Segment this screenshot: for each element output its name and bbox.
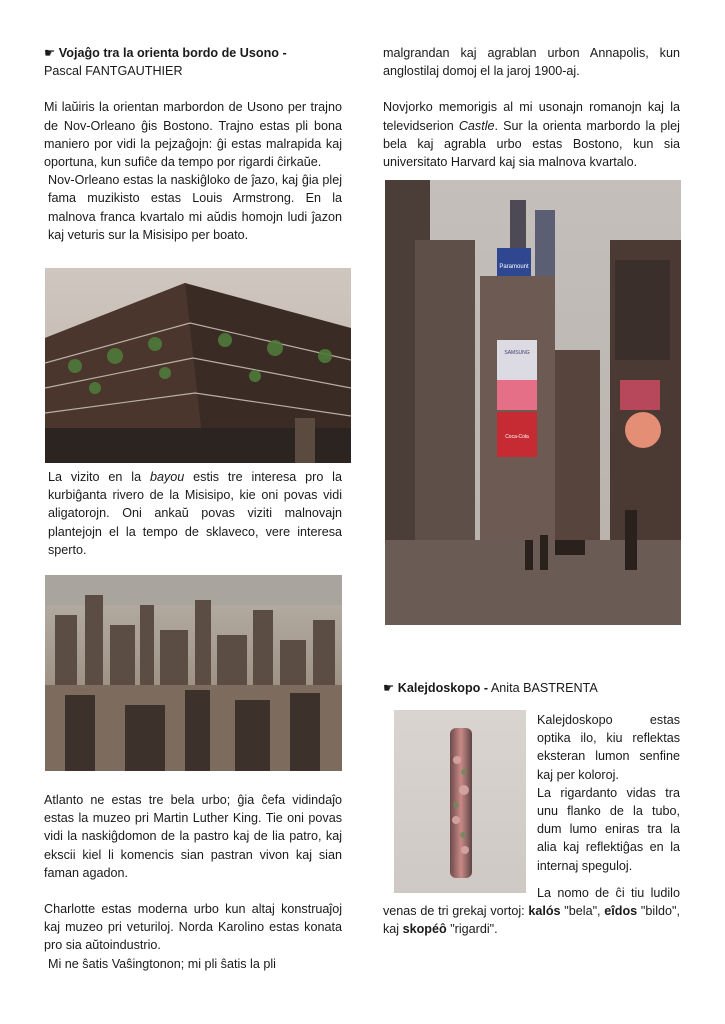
article2-paragraph-1: Kalejdoskopo estas optika ilo, kiu reflektas eksteran lumon senfine kaj per koloroj. — [537, 713, 680, 782]
article1-paragraph-8: Novjorko memorigis al mi usonajn romanojn kaj la televidserion Castle. Sur la orienta marbordo la plej bela kaj agrabla urbo estas Bostono, kun sia universitato Harvard kaj sia malnova kvartalo. — [383, 100, 680, 170]
paramount-sign — [497, 248, 531, 276]
sign-coca-cola: Coca-Cola — [505, 434, 529, 440]
article1-bayou-text — [44, 468, 342, 559]
pointing-hand-icon: ☛ — [44, 46, 56, 60]
article2-heading — [383, 679, 680, 697]
photo-times-square — [385, 180, 681, 625]
article2-text-side — [537, 711, 680, 875]
article1-paragraph-1: Mi laŭiris la orientan marbordon de Usono per trajno de Nov-Orleano ĝis Bostono. Trajno estas pli bona maniero por vidi la pejzaĝojn: ĝi estas malrapida kaj oportuna, kun sufiĉe da tempo por rigardi ĉirkaŭe. — [44, 100, 342, 170]
article2-paragraph-3: La nomo de ĉi tiu ludilo venas de tri grekaj vortoj: kalós "bela", eîdos "bildo", kaj skopéô "rigardi". — [383, 886, 680, 937]
article1-cities-text — [44, 791, 342, 973]
photo-kaleidoscope — [394, 710, 526, 893]
article1-paragraph-5: Charlotte estas moderna urbo kun altaj konstruaĵoj kaj muzeo pri veturiloj. Norda Karolino estas konata pro sia aŭtoindustrio. — [44, 902, 342, 953]
samsung-sign — [497, 340, 537, 380]
article1-paragraph-6: Mi ne ŝatis Vaŝingtonon; mi pli ŝatis la pli — [48, 956, 276, 971]
article2-title: Kalejdoskopo - — [397, 681, 489, 695]
article1-paragraph-3: La vizito en la bayou estis tre interesa pro la kurbiĝanta rivero de la Misisipo, kie oni povas vidi aligatorojn. Oni ankaŭ povas viziti malnovajn plantejojn el la tempo de sklaveco, vere interesa sperto. — [48, 470, 342, 557]
photo-new-orleans-building — [45, 268, 351, 463]
article2-paragraph-2: La rigardanto vidas tra unu flanko de la tubo, dum lumo eniras tra la alia kaj reflektiĝas en la internaj speguloj. — [537, 785, 680, 873]
article2-text-bottom — [383, 884, 680, 939]
article1-intro — [44, 44, 342, 244]
article1-heading — [44, 44, 342, 80]
sign-paramount: Paramount — [499, 264, 529, 270]
article1-paragraph-4: Atlanto ne estas tre bela urbo; ĝia ĉefa vidindaĵo estas la muzeo pri Martin Luther King. Tie oni povas vidi la naskiĝdomon de la pastro kaj de lia patro, kaj ekscii kiel li komencis sian pastran vivon kaj sian faman agadon. — [44, 793, 342, 880]
article1-paragraph-2: Nov-Orleano estas la naskiĝloko de ĵazo, kaj ĝia plej fama muzikisto estas Louis Armstrong. En la malnova franca kvartalo mi aŭdis homojn ludi ĵazon kaj veturis sur la Misisipo per boato. — [48, 173, 342, 242]
article2-author: Anita BASTRENTA — [490, 681, 598, 695]
article1-author: Pascal FANTGAUTHIER — [44, 64, 183, 79]
sign-samsung: SAMSUNG — [504, 350, 530, 356]
article1-paragraph-7: malgrandan kaj agrablan urbon Annapolis, kun anglostilaj domoj el la jaroj 1900-aj. — [383, 46, 680, 79]
article1-title: Vojaĝo tra la orienta bordo de Usono - — [58, 46, 287, 60]
greek-word-eidos: eîdos — [604, 904, 638, 919]
greek-word-skopeo: skopéô — [402, 922, 447, 937]
photo-city-aerial — [45, 575, 342, 771]
pointing-hand-icon: ☛ — [383, 681, 395, 695]
article1-continued — [383, 44, 680, 171]
greek-word-kalos: kalós — [528, 904, 561, 919]
